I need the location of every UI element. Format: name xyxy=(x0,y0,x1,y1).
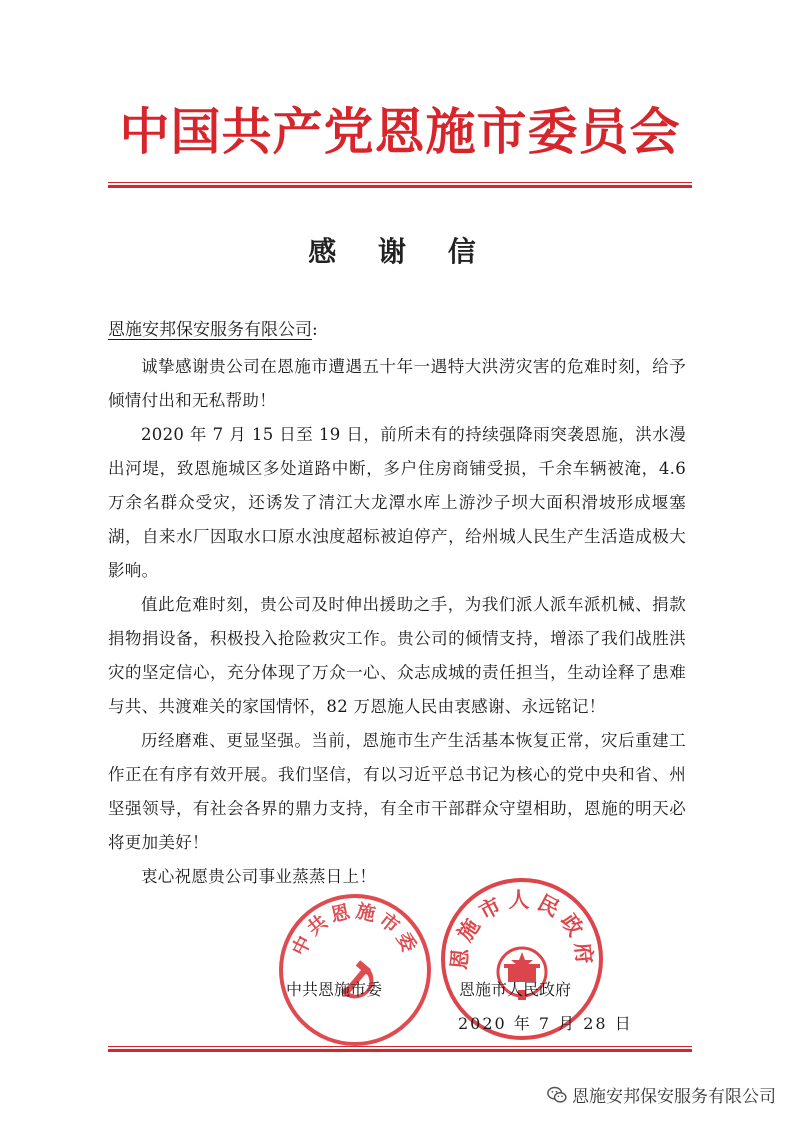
wechat-watermark xyxy=(546,1082,776,1107)
recipient-colon: : xyxy=(312,320,318,340)
watermark-text: 恩施安邦保安服务有限公司 xyxy=(572,1087,776,1107)
body-paragraph: 衷心祝愿贵公司事业蒸蒸日上！ xyxy=(141,867,377,886)
recipient-name: 恩施安邦保安服务有限公司 xyxy=(108,320,312,340)
letterhead-title: 中国共产党恩施市委员会 xyxy=(119,102,681,161)
body-paragraph: 2020 年 7 月 15 日至 19 日，前所未有的持续强降雨突袭恩施，洪水漫出河堤，致恩施城区多处道路中断，多户住房商铺受损，千余车辆被淹，4.6 万余名群众受灾，还诱发了清江大龙潭水库上游沙子坝大面积滑坡形成堰塞湖，自来水厂因取水口原水浊度超标被迫停产，给州城人民生产生活造成极大影响。 xyxy=(108,425,686,580)
letterhead-divider xyxy=(108,182,692,188)
footer-divider xyxy=(108,1046,692,1052)
letter-title: 感 谢 信 xyxy=(308,235,492,268)
salutation xyxy=(108,316,318,344)
body-paragraph: 诚挚感谢贵公司在恩施市遭遇五十年一遇特大洪涝灾害的危难时刻，给予倾情付出和无私帮助！ xyxy=(108,357,686,410)
signature-party: 中共恩施市委 xyxy=(286,980,383,999)
party-seal-text: 中共恩施市委 xyxy=(288,900,422,960)
letter-body xyxy=(108,350,686,894)
gov-seal-text: 恩施市人民政府 xyxy=(446,887,598,971)
body-paragraph: 历经磨难、更显坚强。当前，恩施市生产生活基本恢复正常，灾后重建工作正在有序有效开展。我们坚信，有以习近平总书记为核心的党中央和省、州坚强领导，有社会各界的鼎力支持，有全市干部群众守望相助，恩施的明天必将更加美好！ xyxy=(108,731,686,852)
signature-date: 2020 年 7 月 28 日 xyxy=(458,1014,633,1033)
wechat-icon xyxy=(546,1084,568,1106)
signature-government: 恩施市人民政府 xyxy=(459,980,572,999)
body-paragraph: 值此危难时刻，贵公司及时伸出援助之手，为我们派人派车派机械、捐款捐物捐设备，积极投入抢险救灾工作。贵公司的倾情支持，增添了我们战胜洪灾的坚定信心，充分体现了万众一心、众志成城的责任担当，生动诠释了患难与共、共渡难关的家国情怀，82 万恩施人民由衷感谢、永远铭记！ xyxy=(108,595,686,716)
svg-text:中共恩施市委 xyxy=(287,899,422,959)
party-committee-seal xyxy=(275,890,435,1050)
